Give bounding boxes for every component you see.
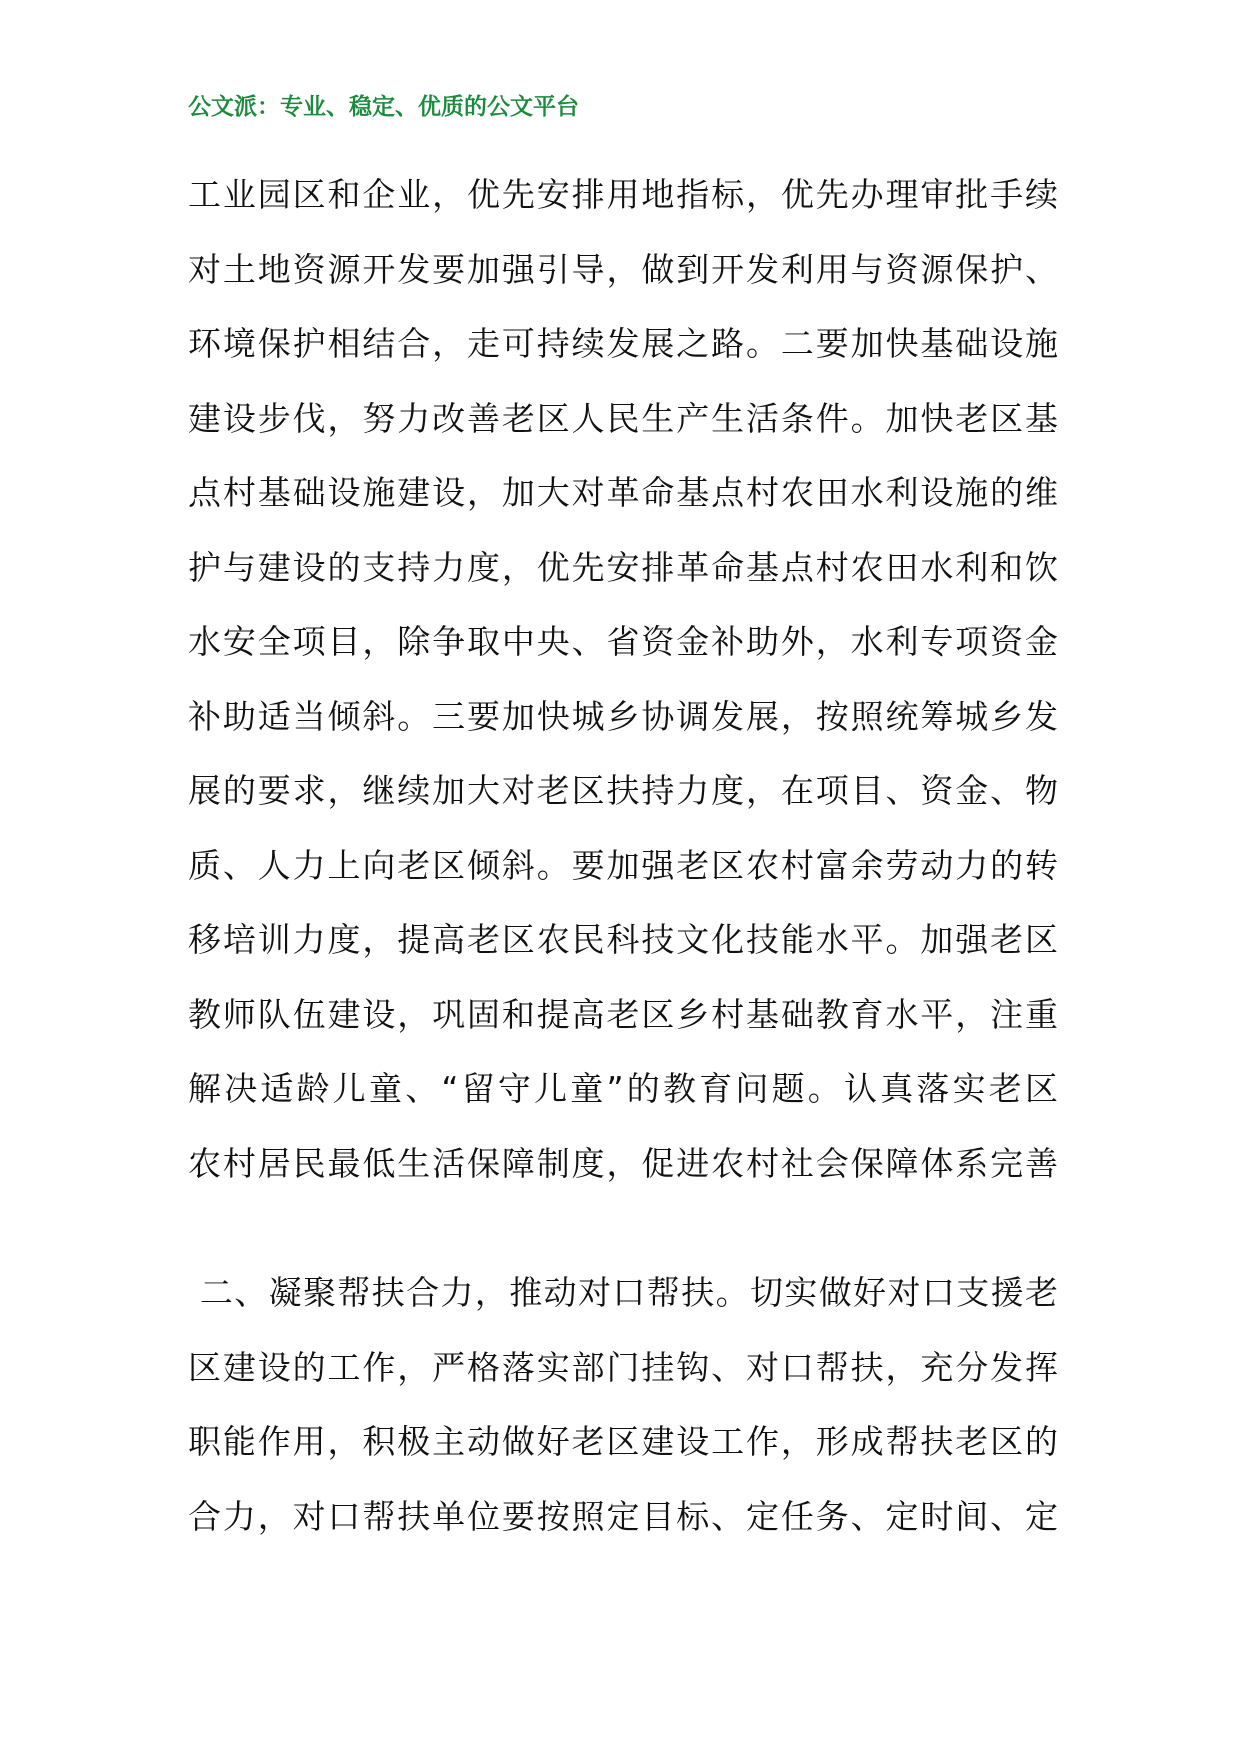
- text-line: 补助适当倾斜。三要加快城乡协调发展，按照统筹城乡发: [188, 696, 1058, 736]
- text-line: 合力，对口帮扶单位要按照定目标、定任务、定时间、定: [188, 1496, 1058, 1536]
- text-line: 移培训力度，提高老区农民科技文化技能水平。加强老区: [188, 920, 1058, 959]
- text-line: 教师队伍建设，巩固和提高老区乡村基础教育水平，注重: [188, 994, 1058, 1034]
- body-paragraph-2: [188, 1256, 1058, 1554]
- body-paragraph-1: [188, 158, 1058, 1201]
- text-line: 对土地资源开发要加强引导，做到开发利用与资源保护、: [188, 249, 1058, 289]
- text-line: 农村居民最低生活保障制度，促进农村社会保障体系完善: [188, 1143, 1058, 1183]
- text-line: 区建设的工作，严格落实部门挂钩、对口帮扶，充分发挥: [188, 1347, 1058, 1387]
- text-line: 建设步伐，努力改善老区人民生产生活条件。加快老区基: [188, 398, 1058, 438]
- text-line: 质、人力上向老区倾斜。要加强老区农村富余劳动力的转: [188, 845, 1058, 885]
- text-line: 工业园区和企业，优先安排用地指标，优先办理审批手续: [188, 175, 1058, 214]
- text-line: 解决适龄儿童、“留守儿童”的教育问题。认真落实老区: [188, 1069, 1058, 1108]
- text-line: 水安全项目，除争取中央、省资金补助外，水利专项资金: [188, 622, 1058, 661]
- text-line: 展的要求，继续加大对老区扶持力度，在项目、资金、物: [188, 771, 1058, 810]
- text-line: 职能作用，积极主动做好老区建设工作，形成帮扶老区的: [188, 1422, 1058, 1461]
- text-line: 护与建设的支持力度，优先安排革命基点村农田水利和饮: [188, 547, 1058, 587]
- page-header: 公文派：专业、稳定、优质的公文平台: [188, 94, 579, 120]
- text-line: 环境保护相结合，走可持续发展之路。二要加快基础设施: [188, 324, 1058, 363]
- text-line: 点村基础设施建设，加大对革命基点村农田水利设施的维: [188, 473, 1058, 512]
- text-line: 二、凝聚帮扶合力，推动对口帮扶。切实做好对口支援老: [188, 1273, 1058, 1312]
